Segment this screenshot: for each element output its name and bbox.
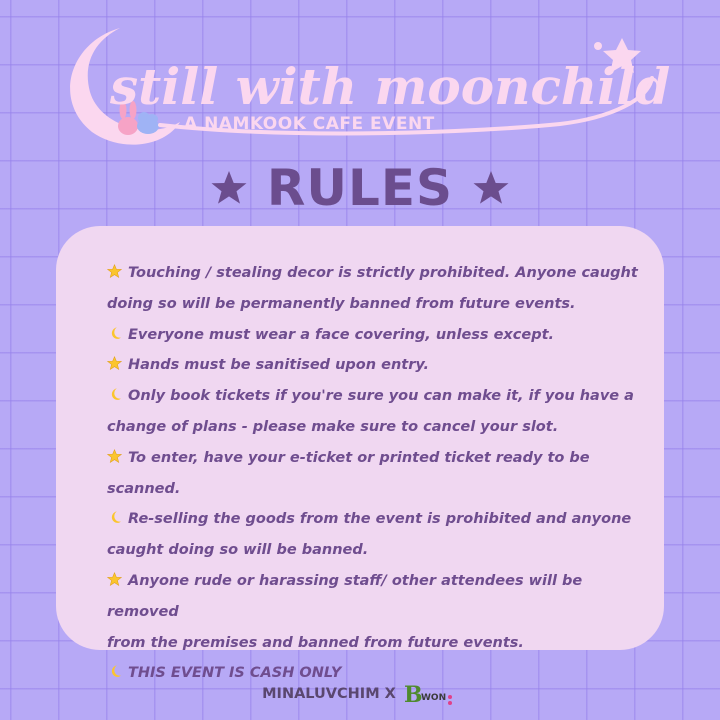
rule-line: [107, 443, 647, 505]
rule-text: doing so will be permanently banned from future events.: [107, 295, 576, 312]
event-title: still with moonchild: [110, 57, 671, 116]
rule-text: caught doing so will be banned.: [107, 542, 369, 559]
rules-heading-row: [0, 148, 720, 228]
moon-bullet-icon: [107, 326, 122, 341]
rules-list: [107, 258, 647, 689]
bwon-logo: [402, 681, 458, 707]
moon-bullet-icon: [107, 664, 122, 679]
star-bullet-icon: [107, 572, 122, 587]
rule-text: change of plans - please make sure to cancel your slot.: [107, 418, 559, 435]
svg-text:WON: WON: [420, 693, 446, 703]
moon-bullet-icon: [107, 387, 122, 402]
rule-text: Anyone rude or harassing staff/ other attendees will be removed: [107, 572, 583, 620]
rule-line: [107, 381, 647, 412]
star-bullet-icon: [107, 356, 122, 371]
rule-line: [107, 504, 647, 535]
rule-text: from the premises and banned from future events.: [107, 634, 524, 651]
sparkle-dot-icon: [594, 42, 602, 50]
rules-title: RULES: [266, 159, 454, 217]
rule-line: [107, 289, 647, 320]
rule-text: Hands must be sanitised upon entry.: [128, 357, 430, 374]
rule-line: [107, 350, 647, 381]
rule-text: Only book tickets if you're sure you can make it, if you have a: [128, 388, 634, 405]
moon-bullet-icon: [107, 510, 122, 525]
rule-text: THIS EVENT IS CASH ONLY: [128, 665, 342, 682]
rule-line: [107, 412, 647, 443]
svg-text:B: B: [403, 682, 423, 707]
star-bullet-icon: [107, 264, 122, 279]
footer-credit: MINALUVCHIM X: [262, 686, 396, 702]
rule-line: [107, 258, 647, 289]
star-icon: [209, 168, 249, 208]
rule-text: Touching / stealing decor is strictly prohibited. Anyone caught: [128, 265, 638, 281]
rule-text: Re-selling the goods from the event is prohibited and anyone: [128, 511, 632, 528]
rule-line: [107, 628, 647, 659]
rule-line: [107, 535, 647, 566]
event-subtitle: A NAMKOOK CAFE EVENT: [184, 114, 435, 134]
footer: [0, 680, 720, 708]
header-artwork: [0, 0, 720, 170]
star-icon: [471, 168, 511, 208]
rule-text: To enter, have your e-ticket or printed ticket ready to be scanned.: [107, 449, 590, 497]
star-bullet-icon: [107, 449, 122, 464]
rule-line: [107, 320, 647, 351]
rule-line: [107, 566, 647, 628]
rule-text: Everyone must wear a face covering, unless except.: [128, 326, 555, 343]
